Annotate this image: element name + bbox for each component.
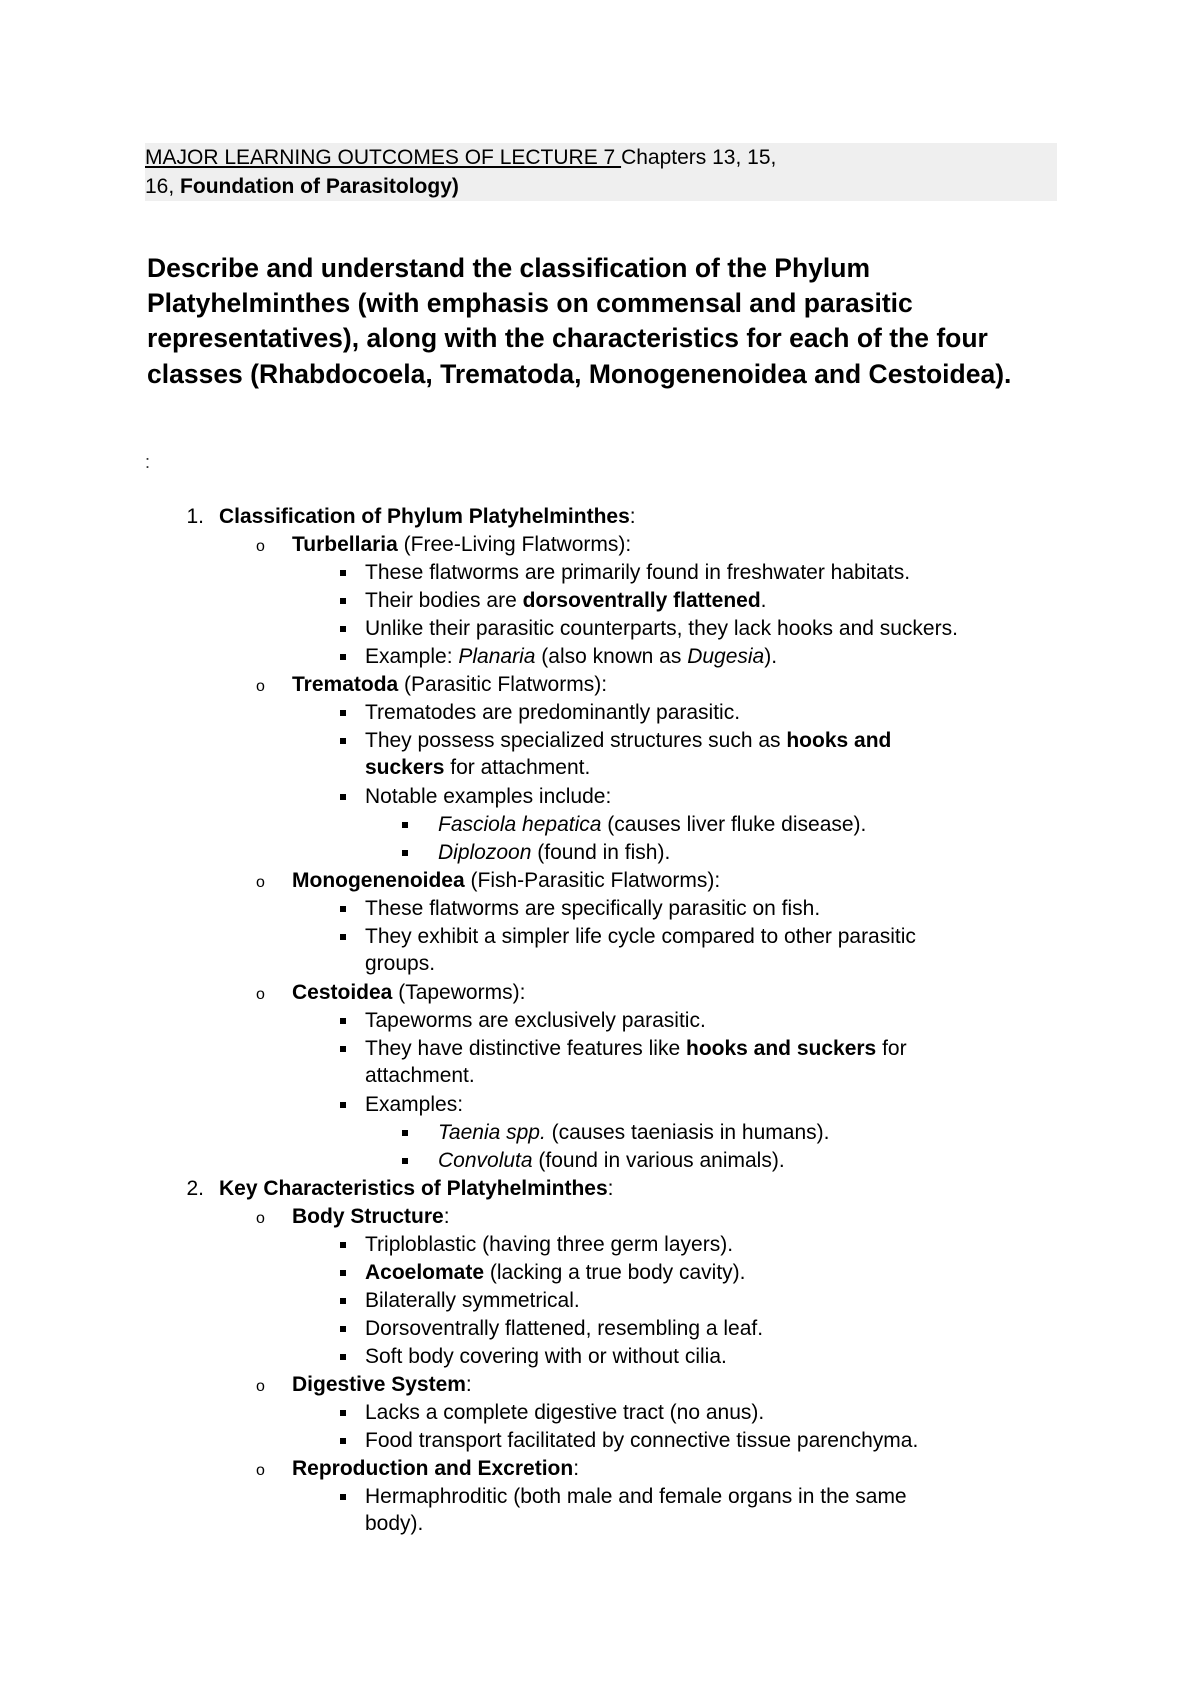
list-item — [0, 1119, 1200, 1147]
bullet-text: They exhibit a simpler life cycle compared to other parasitic — [365, 925, 916, 948]
bullet-marker — [340, 1046, 346, 1052]
species-name: Dugesia — [687, 645, 765, 668]
bullet-marker — [340, 598, 346, 604]
list-item — [0, 1259, 1200, 1287]
bullet-text: These flatworms are primarily found in freshwater habitats. — [365, 561, 911, 584]
circle-marker: o — [256, 1462, 265, 1479]
bullet-marker — [402, 850, 408, 856]
species-name: Convoluta — [438, 1149, 533, 1172]
bullet-marker — [340, 794, 346, 800]
bullet-text: Food transport facilitated by connective tissue parenchyma. — [365, 1429, 919, 1452]
bullet-marker — [340, 626, 346, 632]
bullet-text: (causes liver fluke disease). — [601, 813, 867, 836]
bullet-marker — [340, 1326, 346, 1332]
bold-term: suckers — [365, 756, 445, 779]
list-item-continuation — [0, 1062, 1200, 1090]
list-item — [0, 727, 1200, 755]
lecture-header — [145, 143, 1057, 201]
bullet-marker — [340, 934, 346, 940]
bullet-text: for — [876, 1037, 907, 1060]
circle-marker: o — [256, 538, 265, 555]
list-item — [0, 587, 1200, 615]
circle-marker: o — [256, 1378, 265, 1395]
section-title: Classification of Phylum Platyhelminthes — [219, 505, 630, 528]
bullet-marker — [340, 570, 346, 576]
list-item — [0, 1399, 1200, 1427]
bullet-text: Dorsoventrally flattened, resembling a leaf. — [365, 1317, 764, 1340]
list-item — [0, 1035, 1200, 1063]
list-item-continuation — [0, 754, 1200, 782]
bullet-marker — [340, 1270, 346, 1276]
bullet-marker — [340, 1102, 346, 1108]
class-description: (Free-Living Flatworms): — [397, 533, 632, 556]
bold-term: dorsoventrally flattened — [522, 589, 761, 612]
subsection-title: Digestive System — [292, 1373, 466, 1396]
bullet-marker — [340, 654, 346, 660]
list-item — [0, 839, 1200, 867]
item-number: 2. — [186, 1177, 204, 1200]
bullet-text: Their bodies are — [365, 589, 523, 612]
bullet-text: Bilaterally symmetrical. — [365, 1289, 580, 1312]
chapters-continued: 16, — [145, 175, 175, 198]
list-item-continuation — [0, 950, 1200, 978]
list-item — [0, 671, 1200, 699]
circle-marker: o — [256, 874, 265, 891]
species-name: Fasciola hepatica — [438, 813, 602, 836]
bullet-marker — [340, 710, 346, 716]
lecture-title: MAJOR LEARNING OUTCOMES OF LECTURE 7 — [145, 146, 622, 169]
bullet-text: attachment. — [365, 1064, 475, 1087]
bullet-text: Example: — [365, 645, 459, 668]
bullet-text: They possess specialized structures such as — [365, 729, 787, 752]
bullet-text: Unlike their parasitic counterparts, they lack hooks and suckers. — [365, 617, 958, 640]
bullet-text: for attachment. — [444, 756, 591, 779]
bullet-marker — [340, 1354, 346, 1360]
bullet-text: Notable examples include: — [365, 785, 612, 808]
list-item: 1. Classification of Phylum Platyhelminthes: — [0, 503, 1200, 531]
list-item-continuation — [0, 1510, 1200, 1538]
bullet-text: ). — [764, 645, 778, 668]
bullet-text: Soft body covering with or without cilia. — [365, 1345, 727, 1368]
list-item — [0, 811, 1200, 839]
source-book: Foundation of Parasitology) — [180, 175, 459, 198]
item-number: 1. — [186, 505, 204, 528]
class-description: (Parasitic Flatworms): — [398, 673, 608, 696]
bullet-text: . — [760, 589, 767, 612]
bullet-marker — [402, 1158, 408, 1164]
list-item — [0, 1091, 1200, 1119]
list-item: 2. Key Characteristics of Platyhelminthes: — [0, 1175, 1200, 1203]
species-name: Planaria — [458, 645, 536, 668]
bullet-text: These flatworms are specifically parasitic on fish. — [365, 897, 821, 920]
bullet-text: (lacking a true body cavity). — [484, 1261, 746, 1284]
bullet-text: groups. — [365, 952, 436, 975]
list-item — [0, 1343, 1200, 1371]
bullet-marker — [340, 1298, 346, 1304]
class-name: Monogenenoidea — [292, 869, 465, 892]
bold-term: hooks and suckers — [686, 1037, 877, 1060]
list-item — [0, 923, 1200, 951]
bullet-marker — [402, 822, 408, 828]
bullet-marker — [340, 906, 346, 912]
list-item — [0, 615, 1200, 643]
bullet-text: They have distinctive features like — [365, 1037, 686, 1060]
circle-marker: o — [256, 1210, 265, 1227]
class-description: (Tapeworms): — [392, 981, 526, 1004]
list-item — [0, 1287, 1200, 1315]
list-item — [0, 699, 1200, 727]
circle-marker: o — [256, 678, 265, 695]
bullet-text: Lacks a complete digestive tract (no anus). — [365, 1401, 765, 1424]
list-item — [0, 979, 1200, 1007]
list-item: o Reproduction and Excretion: — [0, 1455, 1200, 1483]
list-item — [0, 783, 1200, 811]
species-name: Diplozoon — [438, 841, 532, 864]
list-item — [0, 1427, 1200, 1455]
stray-colon: : — [145, 452, 151, 472]
bullet-marker — [340, 1242, 346, 1248]
bullet-text: Hermaphroditic (both male and female organs in the same — [365, 1485, 907, 1508]
list-item — [0, 867, 1200, 895]
list-item — [0, 531, 1200, 559]
subsection-title: Reproduction and Excretion — [292, 1457, 574, 1480]
chapters-text: Chapters 13, 15, — [621, 146, 777, 169]
section-title: Key Characteristics of Platyhelminthes — [219, 1177, 608, 1200]
learning-objective: Describe and understand the classification of the Phylum Platyhelminthes (with emphasis on commensal and parasitic representatives), along with the characteristics for each of the four classes (Rhabdocoela, Trematoda, Monogenenoidea and Cestoidea). — [147, 253, 1012, 389]
class-description: (Fish-Parasitic Flatworms): — [464, 869, 721, 892]
list-item: o Digestive System: — [0, 1371, 1200, 1399]
bullet-text: Trematodes are predominantly parasitic. — [365, 701, 741, 724]
bullet-text: Tapeworms are exclusively parasitic. — [365, 1009, 706, 1032]
list-item — [0, 1483, 1200, 1511]
bullet-marker — [340, 738, 346, 744]
bullet-marker — [340, 1410, 346, 1416]
bullet-text: (causes taeniasis in humans). — [545, 1121, 830, 1144]
bold-term: Acoelomate — [365, 1261, 485, 1284]
class-name: Turbellaria — [292, 533, 398, 556]
bullet-text: Examples: — [365, 1093, 464, 1116]
list-item — [0, 559, 1200, 587]
bullet-text: (also known as — [535, 645, 688, 668]
list-item — [0, 895, 1200, 923]
list-item: o Body Structure: — [0, 1203, 1200, 1231]
bullet-text: (found in various animals). — [532, 1149, 785, 1172]
bullet-marker — [340, 1018, 346, 1024]
bullet-text: Triploblastic (having three germ layers). — [365, 1233, 734, 1256]
subsection-title: Body Structure — [292, 1205, 444, 1228]
list-item — [0, 643, 1200, 671]
list-item — [0, 1315, 1200, 1343]
bullet-marker — [402, 1130, 408, 1136]
bullet-text: body). — [365, 1512, 424, 1535]
bold-term: hooks and — [786, 729, 892, 752]
bullet-marker — [340, 1494, 346, 1500]
list-item — [0, 1147, 1200, 1175]
bullet-text: (found in fish). — [531, 841, 671, 864]
list-item — [0, 1231, 1200, 1259]
species-name: Taenia spp. — [438, 1121, 546, 1144]
list-item — [0, 1007, 1200, 1035]
class-name: Cestoidea — [292, 981, 393, 1004]
circle-marker: o — [256, 986, 265, 1003]
class-name: Trematoda — [292, 673, 399, 696]
bullet-marker — [340, 1438, 346, 1444]
